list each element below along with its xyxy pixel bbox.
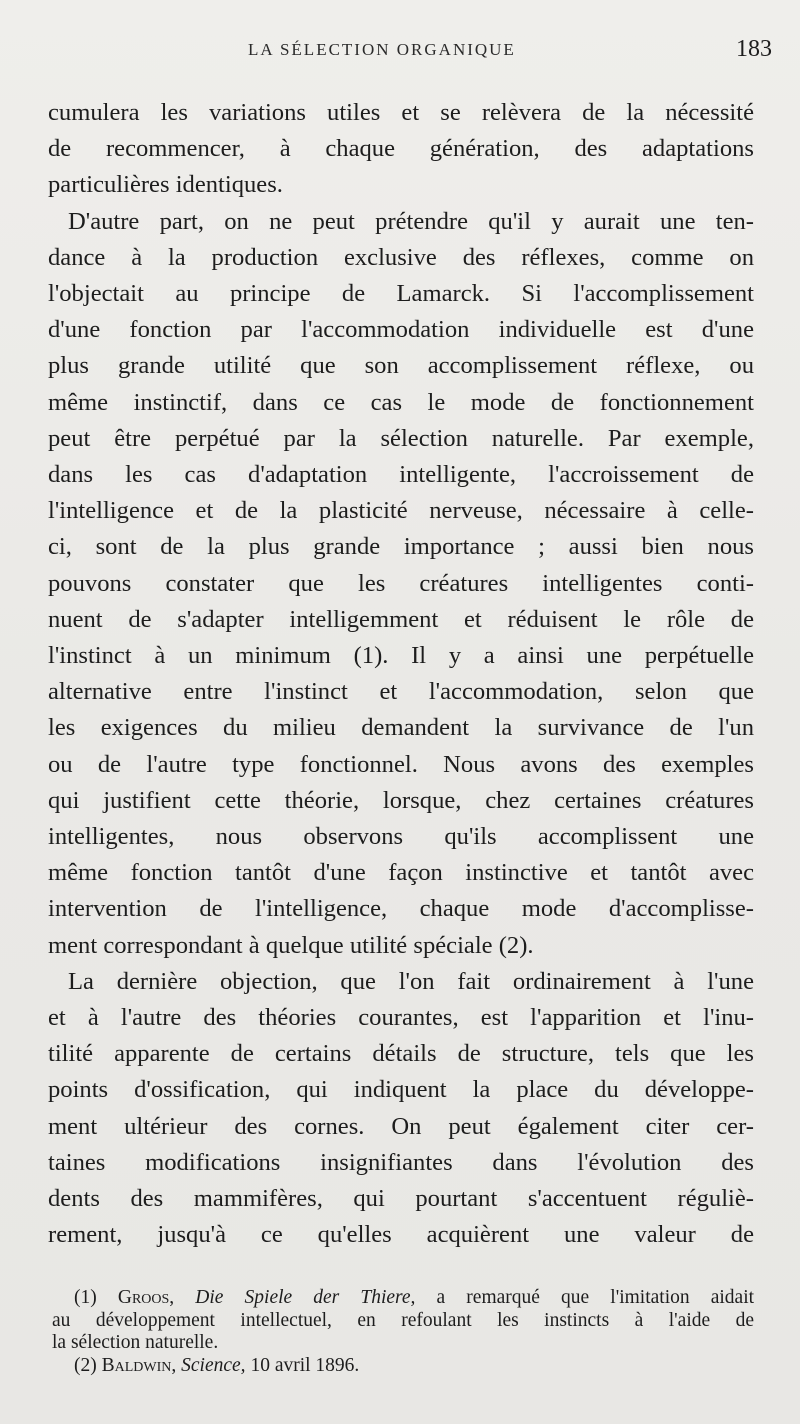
footnote-1-author: Groos, bbox=[117, 1287, 175, 1308]
footnote-1-text: a remarqué que l'imitation aidait bbox=[436, 1287, 755, 1308]
text-line: points d'ossification, qui indiquent la place du développe- bbox=[48, 1076, 754, 1104]
text-line: l'intelligence et de la plasticité nerveuse, nécessaire à celle- bbox=[48, 497, 754, 525]
text-line: dents des mammifères, qui pourtant s'accentuent réguliè- bbox=[48, 1185, 754, 1213]
text-line: même fonction tantôt d'une façon instinctive et tantôt avec bbox=[48, 859, 754, 887]
text-line: alternative entre l'instinct et l'accommodation, selon que bbox=[48, 678, 754, 706]
text-line: l'instinct à un minimum (1). Il y a ainsi une perpétuelle bbox=[48, 642, 754, 670]
footnote-2-title: Science, bbox=[181, 1354, 246, 1376]
text-line: intervention de l'intelligence, chaque mode d'accomplisse- bbox=[48, 895, 754, 923]
text-line: ment correspondant à quelque utilité spéciale (2). bbox=[48, 931, 534, 959]
text-line: ci, sont de la plus grande importance ; aussi bien nous bbox=[48, 533, 754, 561]
text-line: l'objectait au principe de Lamarck. Si l'accomplissement bbox=[48, 280, 754, 308]
footnote-1-marker: (1) bbox=[74, 1287, 97, 1308]
footnote-2-text: 10 avril 1896. bbox=[250, 1354, 360, 1376]
text-line: les exigences du milieu demandent la survivance de l'un bbox=[48, 714, 754, 742]
footnote-1-line-3: la sélection naturelle. bbox=[52, 1332, 219, 1353]
text-line: ou de l'autre type fonctionnel. Nous avons des exemples bbox=[48, 750, 754, 778]
footnote-2 bbox=[52, 1355, 754, 1378]
text-line: nuent de s'adapter intelligemment et réduisent le rôle de bbox=[48, 605, 754, 633]
footnote-1-line-1 bbox=[52, 1287, 754, 1310]
text-line: même instinctif, dans ce cas le mode de fonctionnement bbox=[48, 388, 754, 416]
text-line: La dernière objection, que l'on fait ordinairement à l'une bbox=[68, 967, 754, 995]
text-line: ment ultérieur des cornes. On peut également citer cer- bbox=[48, 1112, 754, 1140]
text-line: et à l'autre des théories courantes, est l'apparition et l'inu- bbox=[48, 1004, 754, 1032]
footnotes bbox=[52, 1287, 754, 1377]
text-line: qui justifient cette théorie, lorsque, chez certaines créatures bbox=[48, 786, 754, 814]
text-line: plus grande utilité que son accomplissement réflexe, ou bbox=[48, 352, 754, 380]
text-line: rement, jusqu'à ce qu'elles acquièrent une valeur de bbox=[48, 1221, 754, 1249]
page-header bbox=[48, 38, 772, 68]
text-line: taines modifications insignifiantes dans l'évolution des bbox=[48, 1148, 754, 1176]
footnote-1-title: Die Spiele der Thiere, bbox=[195, 1287, 416, 1308]
text-line: peut être perpétué par la sélection naturelle. Par exemple, bbox=[48, 424, 754, 452]
running-head: LA SÉLECTION ORGANIQUE bbox=[248, 40, 516, 59]
footnote-1-line-2: au développement intellectuel, en refoulant les instincts à l'aide de bbox=[52, 1309, 754, 1331]
text-line: particulières identiques. bbox=[48, 171, 283, 199]
footnote-2-marker: (2) bbox=[74, 1354, 97, 1376]
footnote-2-author: Baldwin, bbox=[101, 1354, 177, 1376]
text-line: tilité apparente de certains détails de structure, tels que les bbox=[48, 1040, 754, 1068]
page-number: 183 bbox=[736, 36, 772, 62]
text-line: pouvons constater que les créatures intelligentes conti- bbox=[48, 569, 754, 597]
text-line: dance à la production exclusive des réflexes, comme on bbox=[48, 243, 754, 271]
text-line: D'autre part, on ne peut prétendre qu'il y aurait une ten- bbox=[68, 207, 754, 235]
body-text bbox=[48, 95, 754, 1254]
text-line: dans les cas d'adaptation intelligente, l'accroissement de bbox=[48, 461, 754, 489]
text-line: cumulera les variations utiles et se relèvera de la nécessité bbox=[48, 99, 754, 126]
text-line: de recommencer, à chaque génération, des adaptations bbox=[48, 135, 754, 163]
text-line: intelligentes, nous observons qu'ils accomplissent une bbox=[48, 823, 754, 851]
text-line: d'une fonction par l'accommodation individuelle est d'une bbox=[48, 316, 754, 344]
